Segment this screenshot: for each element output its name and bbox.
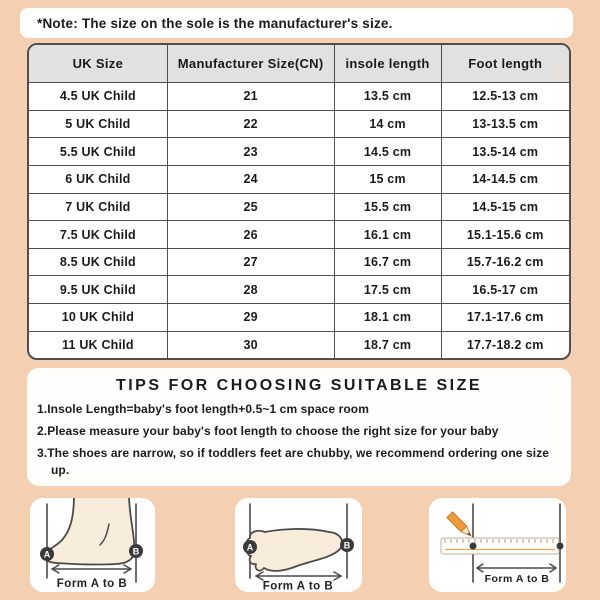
column-header: insole length: [334, 45, 441, 83]
table-cell: 12.5-13 cm: [441, 83, 569, 111]
foot-side-view-icon: [30, 498, 155, 592]
table-cell: 26: [167, 221, 334, 249]
tip-item: 1.Insole Length=baby's foot length+0.5~1 cm space room: [37, 402, 370, 416]
table-cell: 11 UK Child: [29, 331, 167, 358]
table-cell: 9.5 UK Child: [29, 276, 167, 304]
tip-item: 3.The shoes are narrow, so if toddlers feet are chubby, we recommend ordering one size up.: [37, 446, 550, 477]
table-cell: 5.5 UK Child: [29, 138, 167, 166]
table-cell: 8.5 UK Child: [29, 248, 167, 276]
table-cell: 22: [167, 110, 334, 138]
table-row: [29, 165, 569, 193]
table-cell: 15.5 cm: [334, 193, 441, 221]
table-row: [29, 304, 569, 332]
note-text: *Note: The size on the sole is the manufacturer's size.: [37, 15, 393, 31]
table-cell: 17.7-18.2 cm: [441, 331, 569, 358]
table-row: [29, 248, 569, 276]
measure-guide-top-view: [235, 498, 362, 592]
pencil-icon: [447, 512, 474, 539]
measure-guide-side-view: [30, 498, 155, 592]
table-cell: 17.1-17.6 cm: [441, 304, 569, 332]
size-table-grid: [29, 45, 569, 358]
table-cell: 4.5 UK Child: [29, 83, 167, 111]
measure-guide-ruler: [429, 498, 566, 592]
table-cell: 15 cm: [334, 165, 441, 193]
table-cell: 10 UK Child: [29, 304, 167, 332]
guide-label: Form A to B: [484, 573, 550, 585]
table-cell: 14.5-15 cm: [441, 193, 569, 221]
ruler-and-pencil-icon: [429, 498, 566, 592]
table-cell: 13-13.5 cm: [441, 110, 569, 138]
table-cell: 13.5 cm: [334, 83, 441, 111]
table-row: [29, 110, 569, 138]
table-cell: 14.5 cm: [334, 138, 441, 166]
table-cell: 21: [167, 83, 334, 111]
size-table-body: [29, 83, 569, 359]
table-cell: 24: [167, 165, 334, 193]
table-cell: 27: [167, 248, 334, 276]
note-box: [20, 8, 573, 38]
table-row: [29, 193, 569, 221]
guide-label: Form A to B: [56, 578, 128, 590]
table-cell: 15.1-15.6 cm: [441, 221, 569, 249]
table-cell: 30: [167, 331, 334, 358]
table-cell: 16.1 cm: [334, 221, 441, 249]
table-cell: 16.5-17 cm: [441, 276, 569, 304]
table-cell: 29: [167, 304, 334, 332]
table-cell: 16.7 cm: [334, 248, 441, 276]
marker-b-label: B: [343, 540, 351, 551]
table-row: [29, 331, 569, 358]
size-table: [27, 43, 571, 360]
tip-item: 2.Please measure your baby's foot length to choose the right size for your baby: [37, 424, 499, 439]
column-header: UK Size: [29, 45, 167, 83]
table-row: [29, 221, 569, 249]
foot-top-view-icon: [235, 498, 362, 592]
table-cell: 5 UK Child: [29, 110, 167, 138]
guide-label: Form A to B: [262, 580, 334, 592]
table-cell: 28: [167, 276, 334, 304]
table-row: [29, 138, 569, 166]
marker-a-label: A: [43, 549, 51, 560]
table-cell: 13.5-14 cm: [441, 138, 569, 166]
tips-box: [27, 368, 571, 486]
marker-a-label: A: [246, 542, 254, 553]
table-cell: 17.5 cm: [334, 276, 441, 304]
tips-list: [37, 401, 561, 478]
table-cell: 6 UK Child: [29, 165, 167, 193]
table-cell: 14 cm: [334, 110, 441, 138]
table-cell: 15.7-16.2 cm: [441, 248, 569, 276]
table-cell: 23: [167, 138, 334, 166]
table-cell: 14-14.5 cm: [441, 165, 569, 193]
table-cell: 18.7 cm: [334, 331, 441, 358]
column-header: Foot length: [441, 45, 569, 83]
table-row: [29, 276, 569, 304]
table-cell: 18.1 cm: [334, 304, 441, 332]
size-table-header-row: [29, 45, 569, 83]
table-cell: 7 UK Child: [29, 193, 167, 221]
table-cell: 7.5 UK Child: [29, 221, 167, 249]
table-cell: 25: [167, 193, 334, 221]
tips-title: TIPS FOR CHOOSING SUITABLE SIZE: [115, 377, 483, 394]
table-row: [29, 83, 569, 111]
column-header: Manufacturer Size(CN): [167, 45, 334, 83]
marker-b-label: B: [132, 546, 140, 557]
